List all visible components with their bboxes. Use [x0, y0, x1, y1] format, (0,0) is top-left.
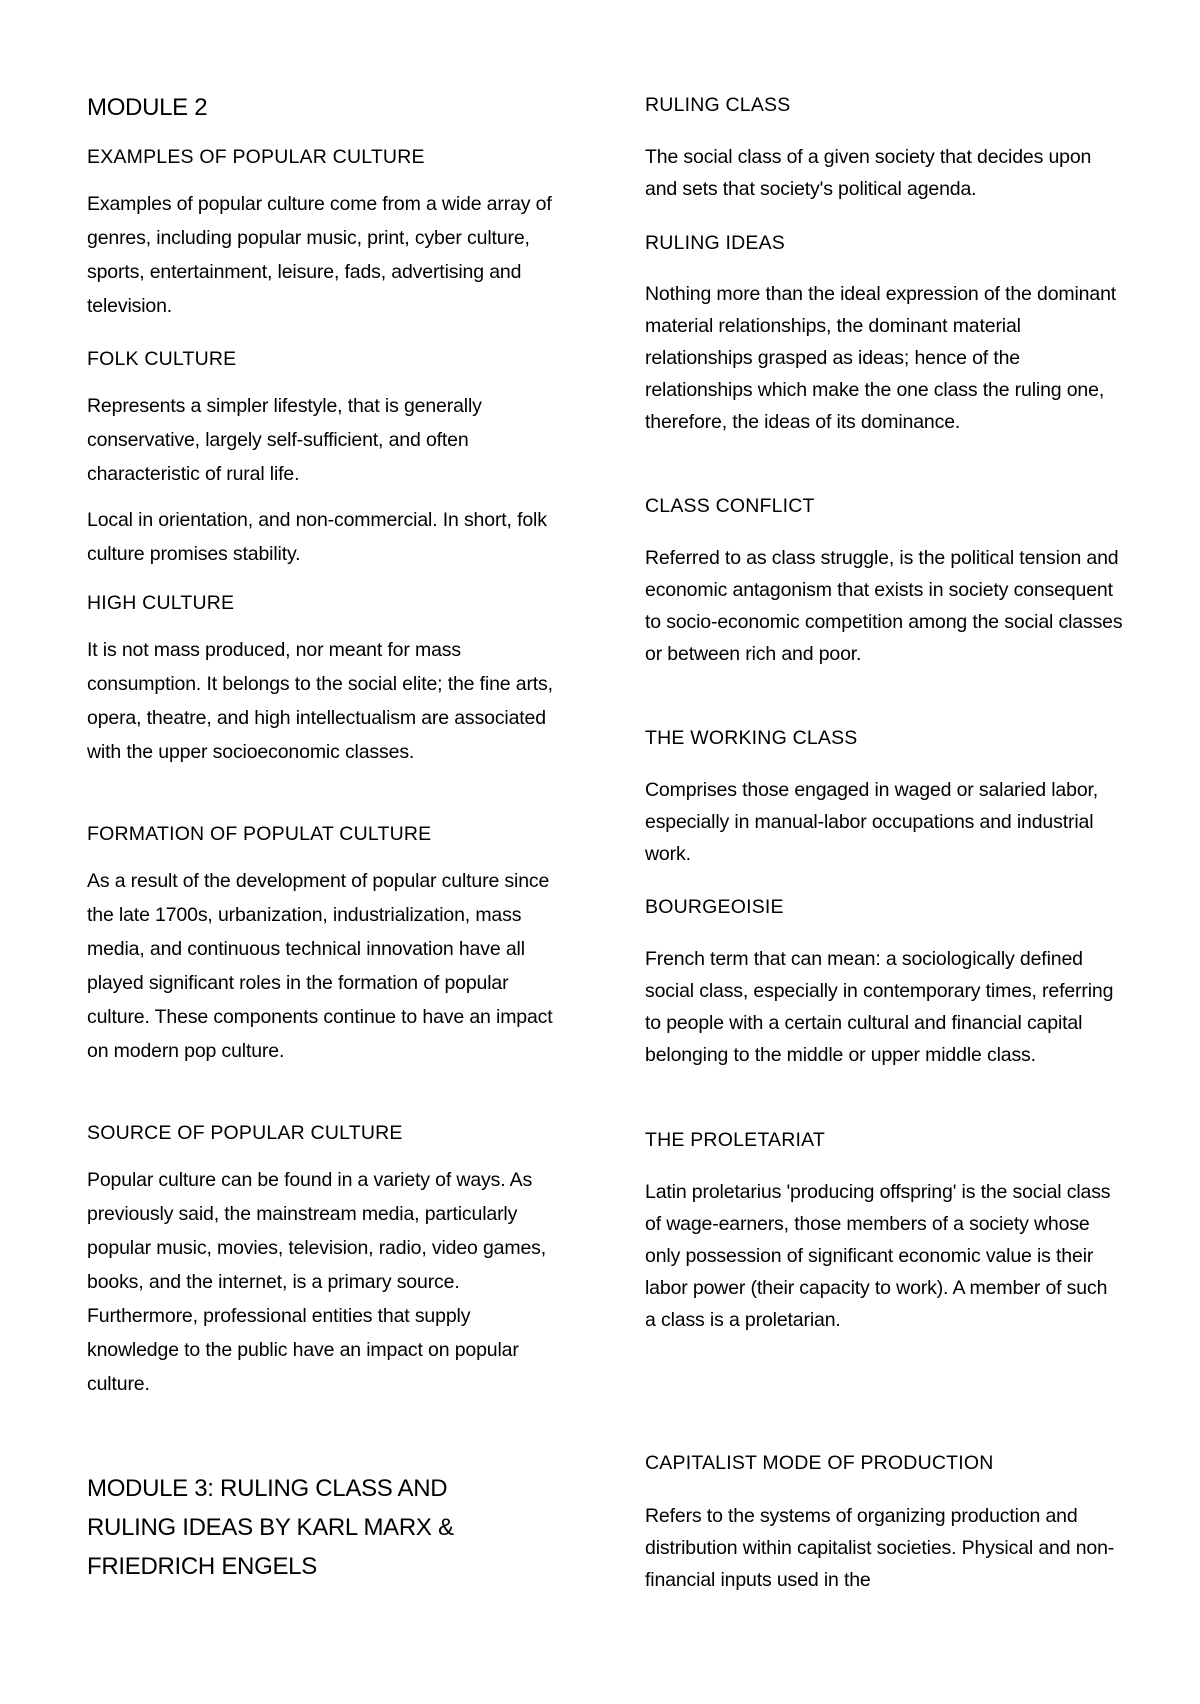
bourgeoisie-heading: BOURGEOISIE	[645, 896, 784, 918]
ruling-ideas-text: Nothing more than the ideal expression of the dominant material relationships, the dominant material relationships grasped as ideas; hence of the relationships which make the one class the ruling one, therefore, the ideas of its dominance.	[645, 283, 1117, 433]
high-culture-text: It is not mass produced, nor meant for mass consumption. It belongs to the social elite; the fine arts, opera, theatre, and high intellectualism are associated with the upper socioeconomic classes.	[87, 639, 553, 763]
capitalist-heading: CAPITALIST MODE OF PRODUCTION	[645, 1452, 994, 1474]
bourgeoisie-text: French term that can mean: a sociologically defined social class, especially in contemporary times, referring to people with a certain cultural and financial capital belonging to the middle or upper middle class.	[645, 948, 1114, 1066]
working-class-text: Comprises those engaged in waged or salaried labor, especially in manual-labor occupations and industrial work.	[645, 779, 1099, 865]
source-heading: SOURCE OF POPULAR CULTURE	[87, 1122, 403, 1144]
folk-culture-text-1: Represents a simpler lifestyle, that is generally conservative, largely self-sufficient, and often characteristic of rural life.	[87, 395, 482, 485]
module-2-title: MODULE 2	[87, 94, 208, 121]
class-conflict-heading: CLASS CONFLICT	[645, 495, 815, 517]
folk-culture-heading: FOLK CULTURE	[87, 348, 237, 370]
formation-text: As a result of the development of popular culture since the late 1700s, urbanization, industrialization, mass media, and continuous technical innovation have all played significant roles in the formation of popular culture. These components continue to have an impact on modern pop culture.	[87, 870, 553, 1062]
proletariat-text: Latin proletarius 'producing offspring' is the social class of wage-earners, those members of a society whose only possession of significant economic value is their labor power (their capacity to work). A member of such a class is a proletarian.	[645, 1181, 1111, 1331]
high-culture-heading: HIGH CULTURE	[87, 592, 235, 614]
formation-heading: FORMATION OF POPULAT CULTURE	[87, 823, 432, 845]
examples-text: Examples of popular culture come from a wide array of genres, including popular music, print, cyber culture, sports, entertainment, leisure, fads, advertising and television.	[87, 193, 552, 317]
source-text: Popular culture can be found in a variety of ways. As previously said, the mainstream media, particularly popular music, movies, television, radio, video games, books, and the internet, is a primary source. Furthermore, professional entities that supply knowledge to the public have an impact on popular culture.	[87, 1169, 547, 1395]
ruling-class-text: The social class of a given society that decides upon and sets that society's political agenda.	[645, 146, 1092, 200]
module-3-title: MODULE 3: RULING CLASS AND RULING IDEAS BY KARL MARX & FRIEDRICH ENGELS	[87, 1475, 454, 1580]
class-conflict-text: Referred to as class struggle, is the political tension and economic antagonism that exists in society consequent to socio-economic competition among the social classes or between rich and poor.	[645, 547, 1123, 665]
working-class-heading: THE WORKING CLASS	[645, 727, 858, 749]
proletariat-heading: THE PROLETARIAT	[645, 1129, 825, 1151]
folk-culture-text-2: Local in orientation, and non-commercial. In short, folk culture promises stability.	[87, 509, 547, 565]
capitalist-text: Refers to the systems of organizing production and distribution within capitalist societies. Physical and non-financial inputs used in the	[645, 1505, 1115, 1591]
examples-heading: EXAMPLES OF POPULAR CULTURE	[87, 146, 425, 168]
ruling-ideas-heading: RULING IDEAS	[645, 232, 786, 254]
ruling-class-heading: RULING CLASS	[645, 94, 791, 116]
